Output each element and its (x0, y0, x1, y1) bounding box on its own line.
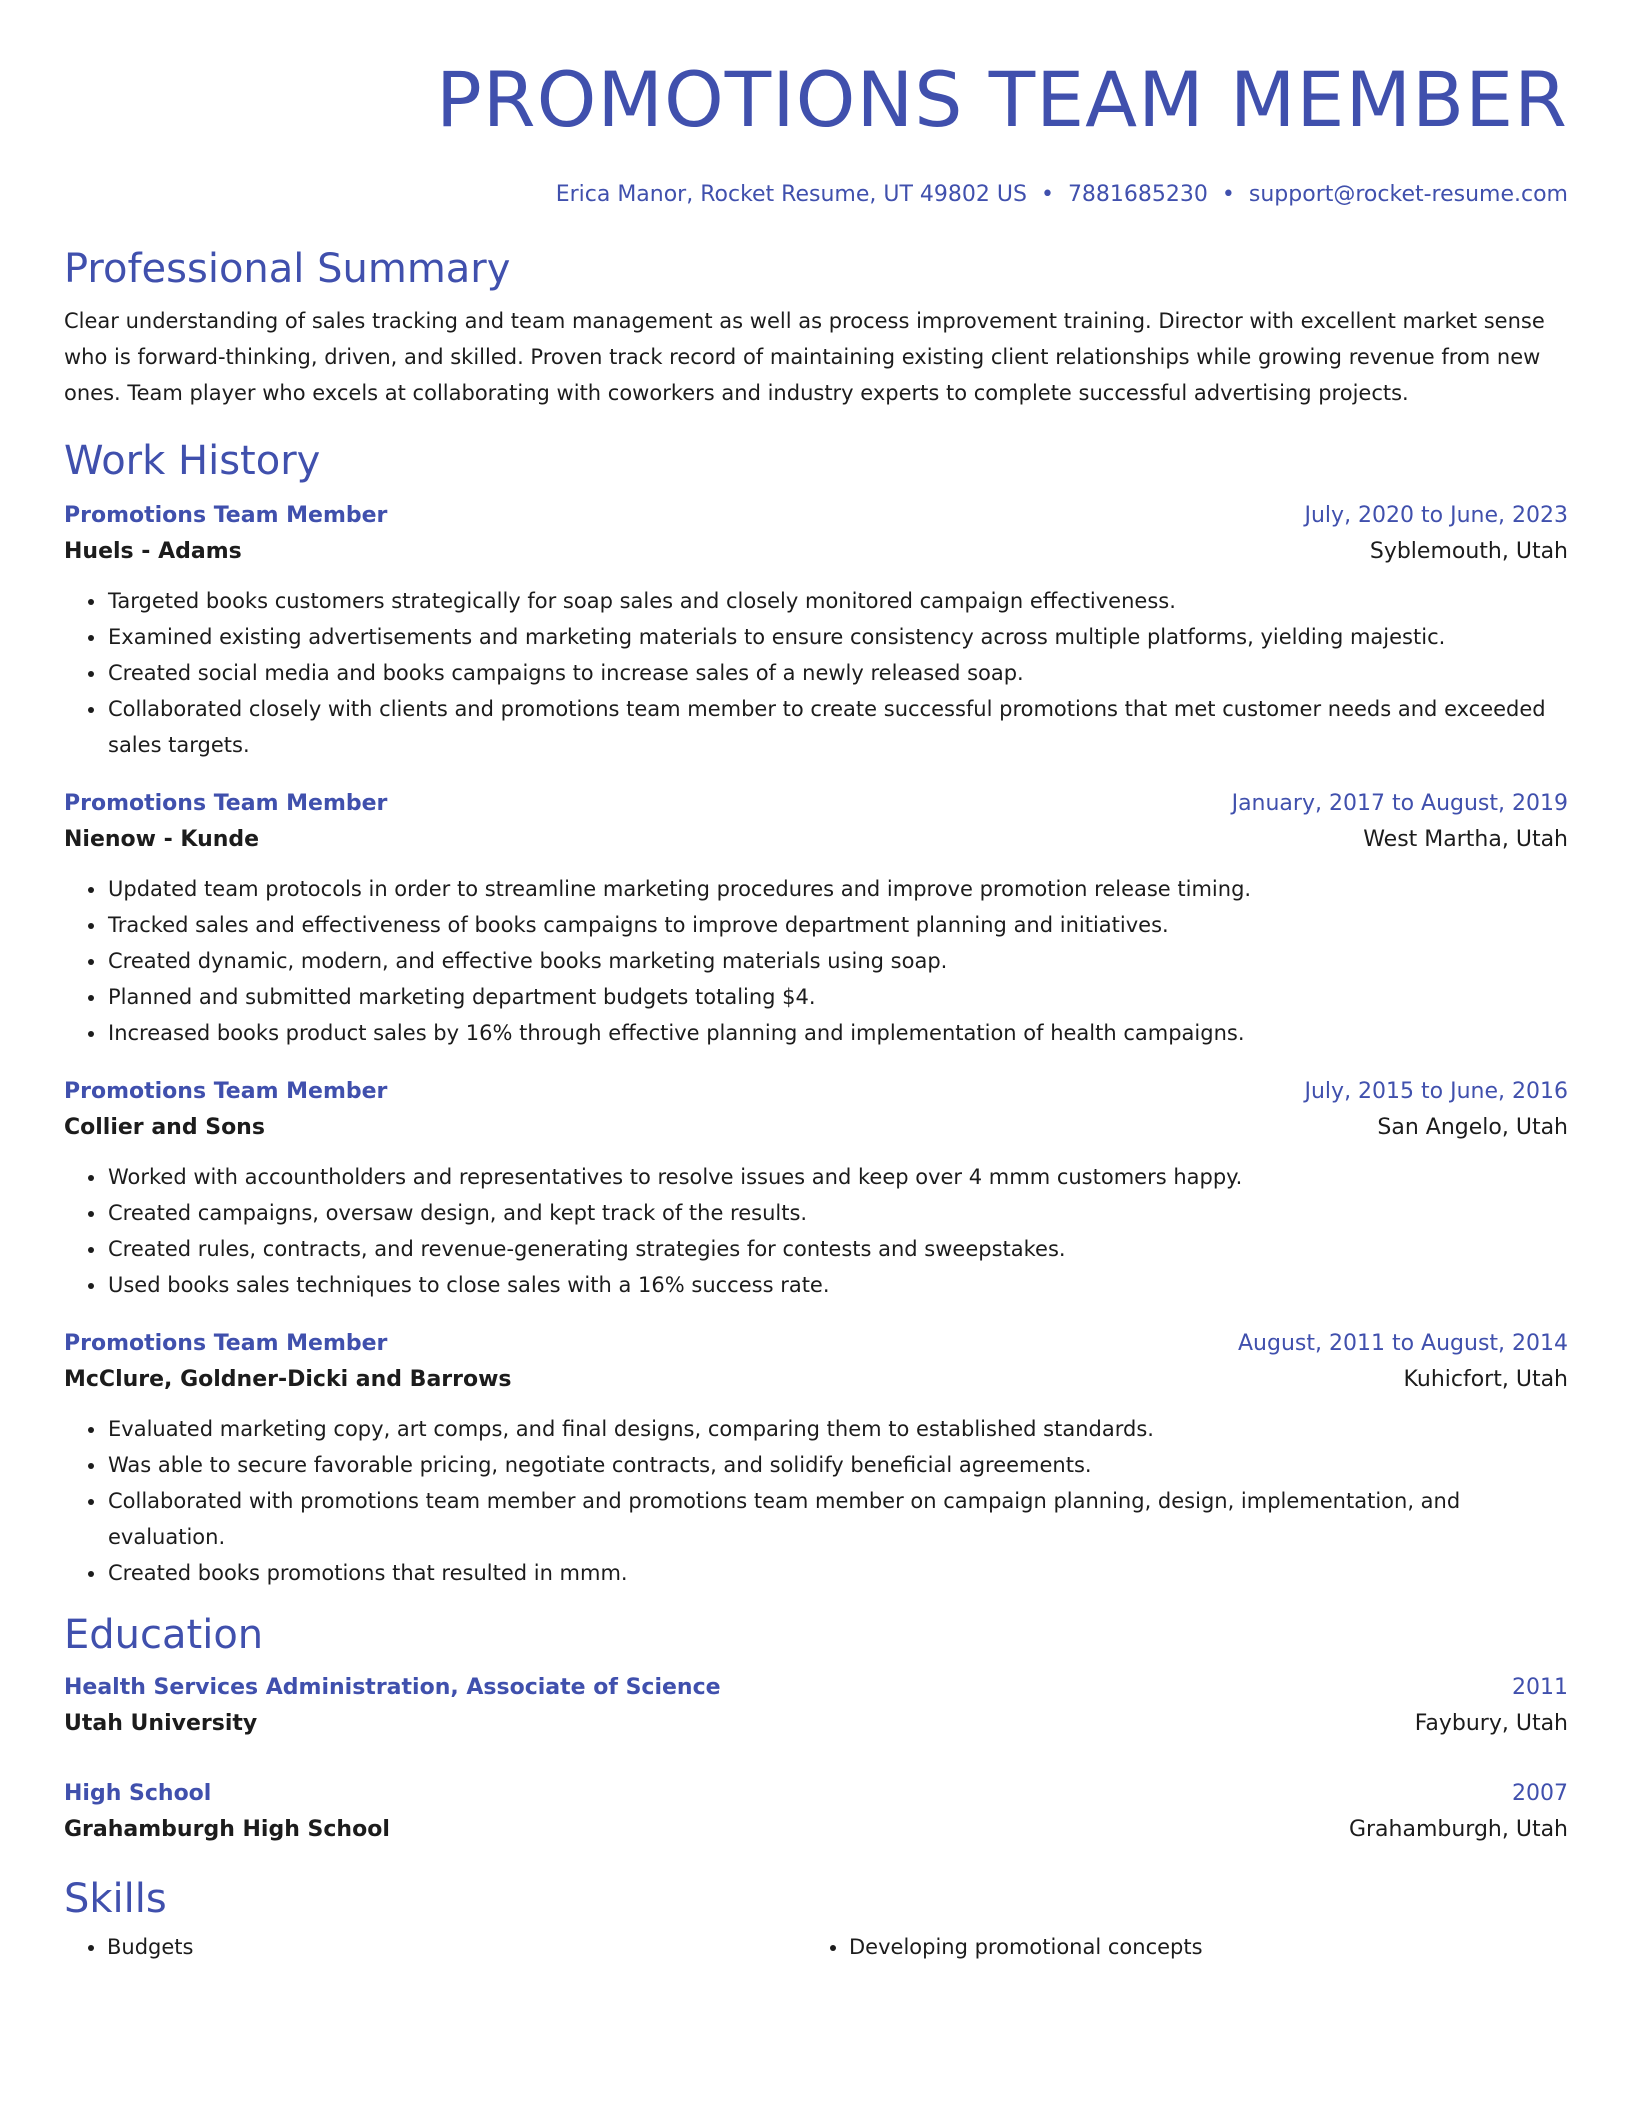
resume-page (64, 52, 1568, 1965)
education-year: 2011 (1512, 1675, 1568, 1700)
job-bullet: • Tracked sales and effectiveness of books campaigns to improve department planning and initiatives. (107, 907, 1568, 943)
contact-separator: • (1040, 182, 1054, 207)
education-degree: Health Services Administration, Associate of Science (64, 1675, 721, 1700)
job-entry (64, 1075, 1568, 1303)
skills-list (64, 1929, 1568, 1965)
skills-column-right (806, 1929, 1548, 1965)
work-history-section (64, 437, 1568, 1591)
job-company: McClure, Goldner-Dicki and Barrows (64, 1367, 512, 1392)
education-year: 2007 (1512, 1781, 1568, 1806)
job-title: Promotions Team Member (64, 1331, 388, 1356)
job-bullet: • Increased books product sales by 16% through effective planning and implementation of health campaigns. (107, 1015, 1568, 1051)
skills-column-left (64, 1929, 806, 1965)
contact-line (64, 181, 1568, 209)
job-entry (64, 499, 1568, 763)
job-dates: August, 2011 to August, 2014 (1238, 1331, 1568, 1356)
summary-text: Clear understanding of sales tracking and team management as well as process improvement training. Director with excellent market sense who is forward-thinking, driven, and skilled. Proven track record of maintaining existing client relationships while growing revenue from new ones. Team player who excels at collaborating with coworkers and industry experts to complete successful advertising projects. (64, 309, 1545, 405)
job-location: Syblemouth, Utah (1369, 539, 1568, 564)
job-bullets (64, 583, 1568, 763)
job-bullet: • Used books sales techniques to close sales with a 16% success rate. (107, 1267, 1568, 1303)
skills-section (64, 1875, 1568, 1965)
education-entry (64, 1671, 1568, 1743)
education-entry (64, 1777, 1568, 1849)
job-company: Nienow - Kunde (64, 827, 260, 852)
page-title: PROMOTIONS TEAM MEMBER (435, 55, 1568, 144)
job-bullets (64, 1159, 1568, 1303)
job-bullet: • Evaluated marketing copy, art comps, and final designs, comparing them to established standards. (107, 1411, 1568, 1447)
job-bullet: • Planned and submitted marketing department budgets totaling $4. (107, 979, 1568, 1015)
job-dates: July, 2020 to June, 2023 (1304, 503, 1568, 528)
job-company: Collier and Sons (64, 1115, 265, 1140)
job-bullet: • Created campaigns, oversaw design, and kept track of the results. (107, 1195, 1568, 1231)
job-bullet: • Created rules, contracts, and revenue-generating strategies for contests and sweepstakes. (107, 1231, 1568, 1267)
job-bullet: • Created social media and books campaigns to increase sales of a newly released soap. (107, 655, 1568, 691)
job-bullet: • Collaborated with promotions team member and promotions team member on campaign planning, design, implementation, and evaluation. (107, 1483, 1568, 1555)
job-bullets (64, 871, 1568, 1051)
job-location: San Angelo, Utah (1377, 1115, 1568, 1140)
job-entry (64, 787, 1568, 1051)
summary-section (64, 245, 1568, 411)
education-degree: High School (64, 1781, 212, 1806)
job-bullets (64, 1411, 1568, 1591)
contact-phone: 7881685230 (1067, 182, 1208, 207)
job-location: Kuhicfort, Utah (1403, 1367, 1568, 1392)
job-title: Promotions Team Member (64, 1079, 388, 1104)
education-location: Faybury, Utah (1414, 1711, 1568, 1736)
section-heading-skills: Skills (64, 1876, 167, 1922)
job-bullet: • Created dynamic, modern, and effective books marketing materials using soap. (107, 943, 1568, 979)
section-heading-education: Education (64, 1612, 264, 1658)
education-school: Utah University (64, 1711, 258, 1736)
job-title: Promotions Team Member (64, 503, 388, 528)
job-bullet: • Worked with accountholders and representatives to resolve issues and keep over 4 mmm customers happy. (107, 1159, 1568, 1195)
job-bullet: • Targeted books customers strategically for soap sales and closely monitored campaign effectiveness. (107, 583, 1568, 619)
skill-item: • Developing promotional concepts (849, 1929, 1548, 1965)
job-location: West Martha, Utah (1363, 827, 1568, 852)
skill-item: • Budgets (107, 1929, 806, 1965)
job-bullet: • Was able to secure favorable pricing, negotiate contracts, and solidify beneficial agreements. (107, 1447, 1568, 1483)
job-bullet: • Collaborated closely with clients and promotions team member to create successful promotions that met customer needs and exceeded sales targets. (107, 691, 1568, 763)
education-school: Grahamburgh High School (64, 1817, 390, 1842)
contact-address: Erica Manor, Rocket Resume, UT 49802 US (555, 182, 1027, 207)
job-company: Huels - Adams (64, 539, 242, 564)
section-heading-summary: Professional Summary (64, 246, 511, 292)
contact-email[interactable]: support@rocket-resume.com (1248, 182, 1568, 207)
contact-separator: • (1221, 182, 1235, 207)
section-heading-work-history: Work History (64, 438, 321, 484)
job-bullet: • Examined existing advertisements and marketing materials to ensure consistency across multiple platforms, yielding majestic. (107, 619, 1568, 655)
job-title: Promotions Team Member (64, 791, 388, 816)
job-bullet: • Created books promotions that resulted in mmm. (107, 1555, 1568, 1591)
job-dates: July, 2015 to June, 2016 (1304, 1079, 1568, 1104)
education-section (64, 1611, 1568, 1849)
job-bullet: • Updated team protocols in order to streamline marketing procedures and improve promotion release timing. (107, 871, 1568, 907)
job-dates: January, 2017 to August, 2019 (1231, 791, 1568, 816)
education-location: Grahamburgh, Utah (1348, 1817, 1568, 1842)
job-entry (64, 1327, 1568, 1591)
